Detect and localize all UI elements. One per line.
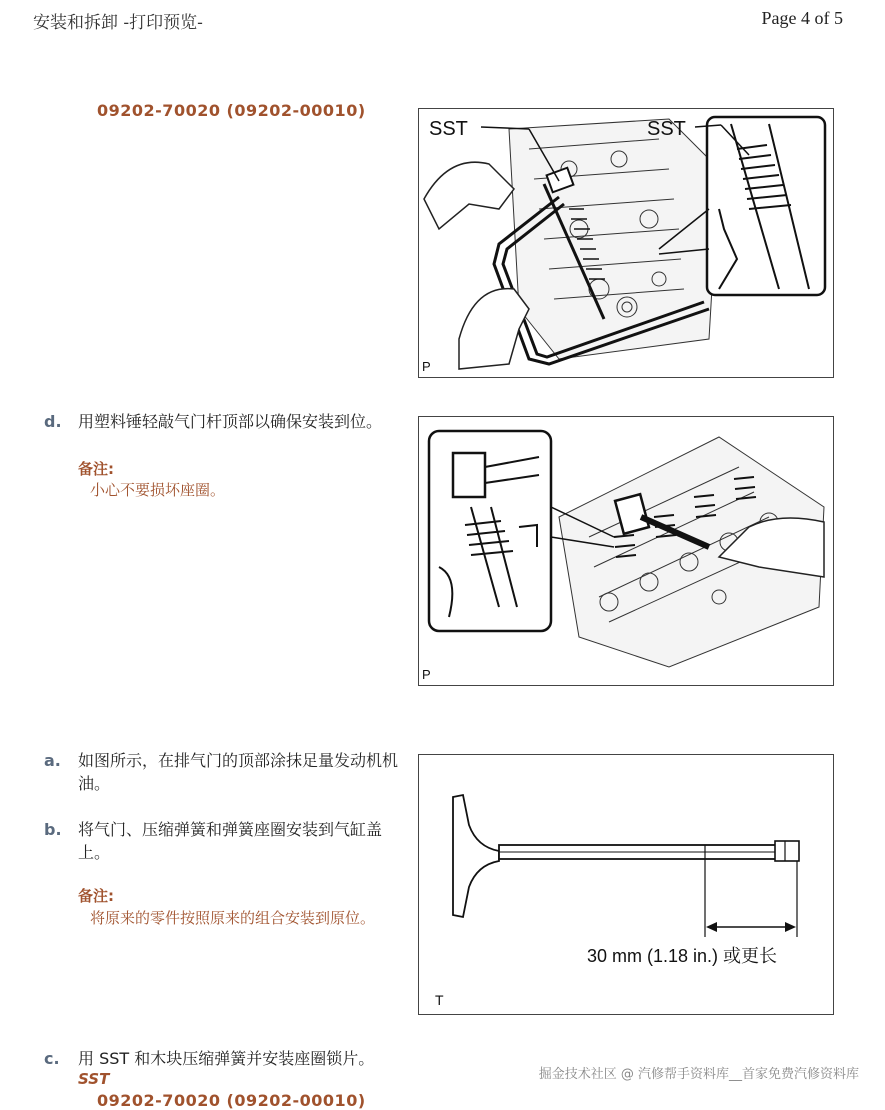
sst-label: SST: [78, 1070, 110, 1088]
part-number: 09202-70020 (09202-00010): [97, 1091, 366, 1110]
figure-corner-mark: P: [422, 359, 431, 374]
page-indicator: Page 4 of 5: [761, 8, 843, 28]
step-b: [44, 818, 404, 866]
sst-compression-illustration: [419, 109, 833, 377]
note-title: 备注:: [78, 887, 114, 905]
step-text: 将气门、压缩弹簧和弹簧座圈安装到气缸盖上。: [78, 820, 383, 862]
step-text: 如图所示，在排气门的顶部涂抹足量发动机机油。: [78, 751, 399, 793]
step-text: 用塑料锤轻敲气门杆顶部以确保安装到位。: [78, 412, 383, 431]
part-number: 09202-70020 (09202-00010): [97, 101, 366, 120]
step-letter: a.: [44, 751, 61, 770]
figure-corner-mark: P: [422, 667, 431, 682]
figure-sst-compression: [418, 108, 834, 378]
dimension-label: 30 mm (1.18 in.) 或更长: [587, 946, 778, 966]
step-letter: b.: [44, 820, 62, 839]
figure-tap-valve-stem: [418, 416, 834, 686]
figure-valve-oil-dimension: [418, 754, 834, 1015]
tap-valve-illustration: [419, 417, 833, 685]
figure-corner-mark: T: [435, 992, 444, 1008]
sst-label-left: SST: [429, 118, 468, 140]
step-d: [44, 410, 404, 460]
note-text: 将原来的零件按照原来的组合安装到原位。: [90, 909, 376, 927]
step-letter: d.: [44, 412, 62, 431]
document-title: 安装和拆卸 -打印预览-: [33, 13, 203, 33]
note-title: 备注:: [78, 460, 114, 478]
sst-label-right: SST: [647, 118, 686, 140]
watermark: 掘金技术社区 @ 汽修帮手资料库__首家免费汽修资料库: [538, 1067, 859, 1082]
step-a: [44, 749, 404, 797]
print-preview-header: [0, 0, 885, 36]
step-c: [44, 1047, 404, 1071]
step-letter: c.: [44, 1049, 60, 1068]
valve-illustration: [419, 755, 833, 1014]
step-text: 用 SST 和木块压缩弹簧并安装座圈锁片。: [78, 1049, 375, 1068]
note-text: 小心不要损坏座圈。: [90, 481, 226, 499]
